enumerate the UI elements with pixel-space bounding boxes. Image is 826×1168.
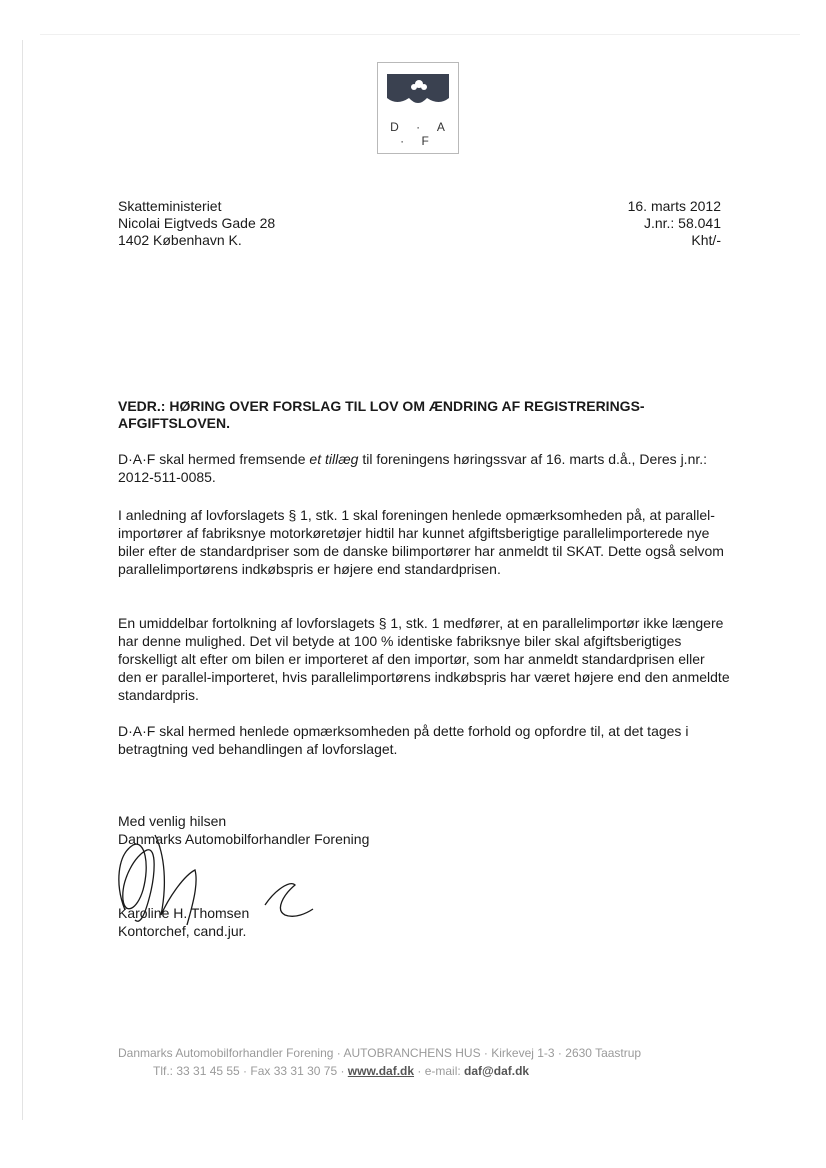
daf-logo (377, 62, 459, 154)
paragraph-1 (118, 450, 730, 486)
footer-contact (153, 1062, 718, 1080)
paragraph-2: I anledning af lovforslagets § 1, stk. 1 skal foreningen henlede opmærksomheden på, at parallel-importører af fabriksnye motorkøretøjer hidtil har kunnet afgiftsberigtige parallelimporterede nye biler efter de standardpriser som de danske bilimportører har anmeldt til SKAT. Dette også selvom parallelimportørens indkøbspris er højere end standardprisen. (118, 507, 724, 577)
paragraph-3: En umiddelbar fortolkning af lovforslagets § 1, stk. 1 medfører, at en parallelimportør ikke længere har denne mulighed. Det vil betyde at 100 % identiske fabriksnye biler skal afgiftsberigtiges forskelligt alt efter om bilen er importeret af den importør, som har anmeldt standardprisen eller den er parallel-importeret, hvis parallelimportørens indkøbspris har været højere end den anmeldte standardpris. (118, 615, 730, 703)
logo-text: D · A · F (390, 120, 452, 148)
footer-mail-label: · e-mail: (414, 1064, 465, 1078)
footer-website-link[interactable]: www.daf.dk (347, 1064, 415, 1078)
letter-date: 16. marts 2012 (627, 198, 721, 214)
scan-top-line (40, 34, 800, 35)
scan-edge-line (22, 40, 23, 1120)
subject-heading (118, 398, 728, 432)
p1-post: til foreningens høringssvar af 16. marts d.å., Deres j.nr.: 2012-511-0085. (118, 451, 708, 485)
recipient-line-3: 1402 København K. (118, 232, 242, 248)
recipient-line-1: Skatteministeriet (118, 198, 222, 214)
footer-phone-fax: Tlf.: 33 31 45 55 · Fax 33 31 30 75 · (153, 1064, 348, 1078)
p1-emphasis: et tillæg (309, 451, 359, 467)
letterhead-footer (118, 1044, 718, 1080)
footer-email-link[interactable]: daf@daf.dk (464, 1064, 530, 1078)
footer-address: Danmarks Automobilforhandler Forening · AUTOBRANCHENS HUS · Kirkevej 1-3 · 2630 Taastrup (118, 1046, 642, 1060)
signer-block (118, 904, 249, 940)
closing-organization: Danmarks Automobilforhandler Forening (118, 831, 370, 847)
signer-name: Karoline H. Thomsen (118, 905, 250, 921)
p1-pre: D·A·F skal hermed fremsende (118, 451, 310, 467)
subject-line-2: AFGIFTSLOVEN. (118, 415, 230, 431)
signer-title: Kontorchef, cand.jur. (118, 923, 247, 939)
subject-line-1: VEDR.: HØRING OVER FORSLAG TIL LOV OM ÆNDRING AF REGISTRERINGS- (118, 398, 645, 414)
recipient-line-2: Nicolai Eigtveds Gade 28 (118, 215, 276, 231)
letter-meta (628, 198, 721, 249)
closing-greeting: Med venlig hilsen (118, 813, 227, 829)
recipient-address (118, 198, 275, 249)
paragraph-4: D·A·F skal hermed henlede opmærksomheden på dette forhold og opfordre til, at det tages i betragtning ved behandlingen af lovforslaget. (118, 723, 689, 757)
reference-initials: Kht/- (691, 232, 721, 248)
journal-number: J.nr.: 58.041 (643, 215, 721, 231)
